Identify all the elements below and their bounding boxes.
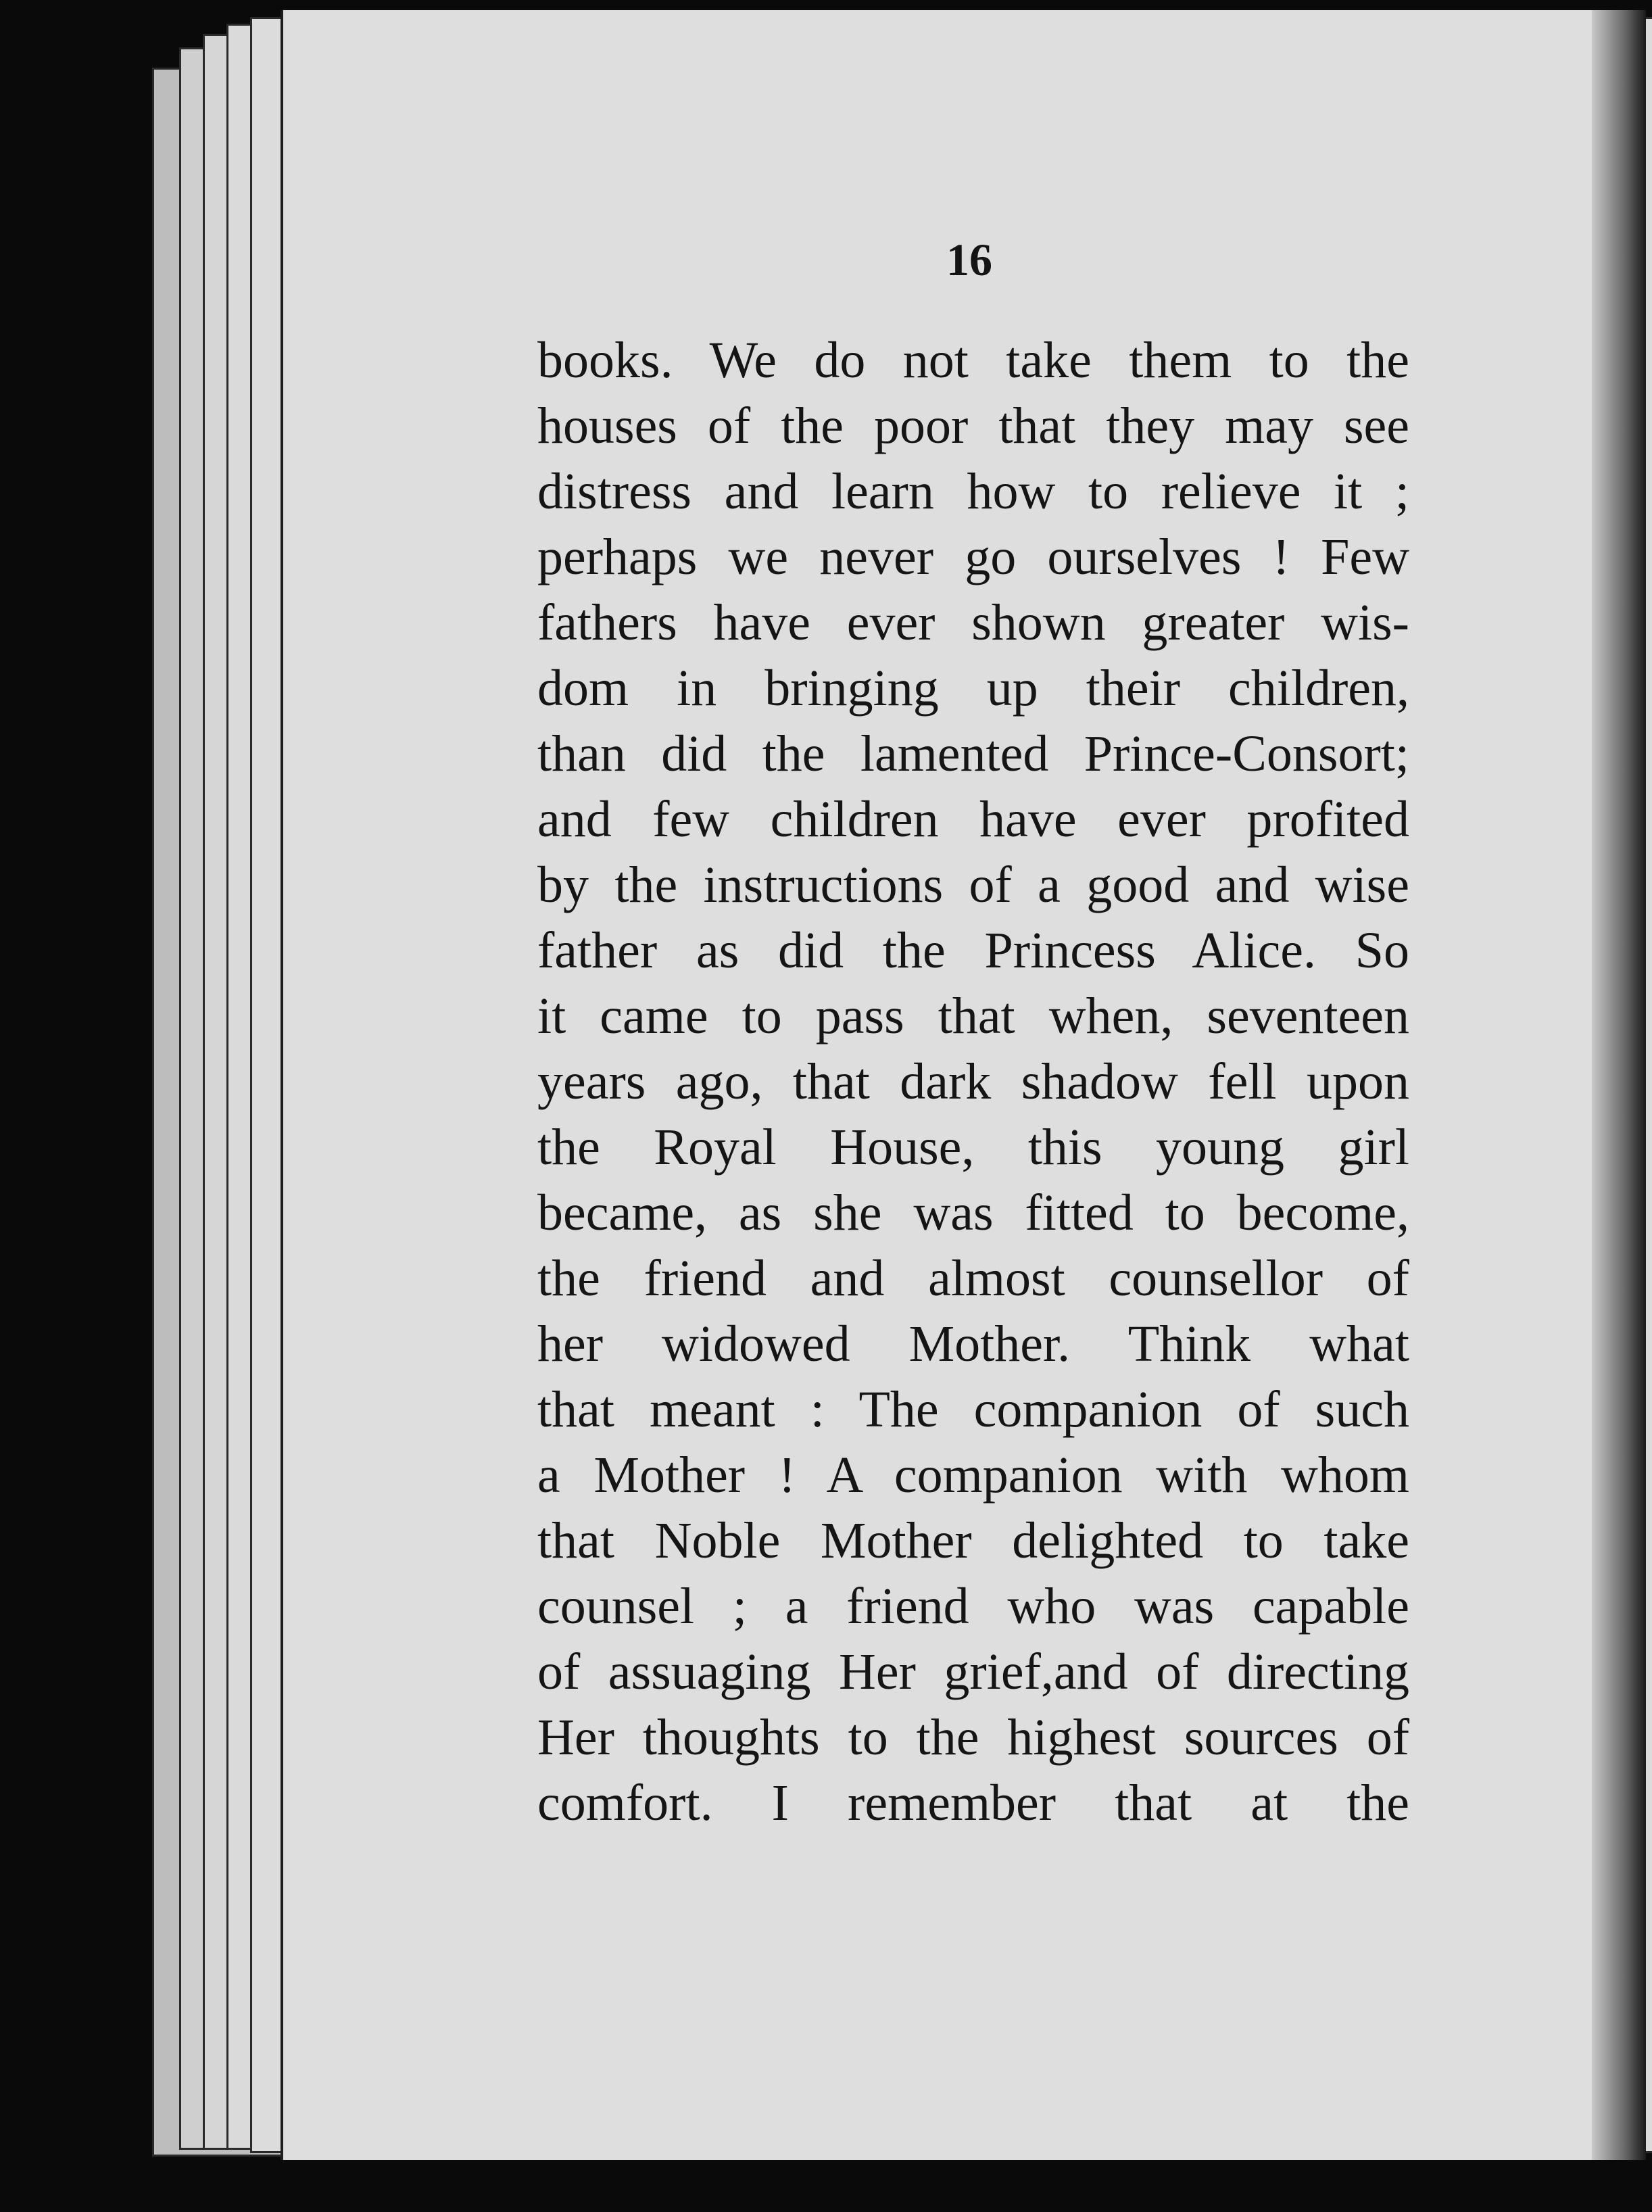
text-line: that meant : The companion of such: [537, 1381, 1409, 1438]
text-line: it came to pass that when, seventeen: [537, 988, 1409, 1044]
text-line: the Royal House, this young girl: [537, 1119, 1409, 1176]
text-line: perhaps we never go ourselves ! Few: [537, 529, 1409, 585]
text-line: of assuaging Her grief,and of directing: [537, 1643, 1409, 1700]
text-line: houses of the poor that they may see: [537, 398, 1409, 454]
text-line: father as did the Princess Alice. So: [537, 922, 1409, 979]
text-line: distress and learn how to relieve it ;: [537, 463, 1409, 520]
body-text: [537, 328, 1409, 1836]
text-line: her widowed Mother. Think what: [537, 1316, 1409, 1372]
text-line: years ago, that dark shadow fell upon: [537, 1053, 1409, 1110]
text-line: fathers have ever shown greater wis-: [537, 594, 1409, 651]
text-line: than did the lamented Prince-Consort;: [537, 725, 1409, 782]
text-line: a Mother ! A companion with whom: [537, 1447, 1409, 1504]
text-line: counsel ; a friend who was capable: [537, 1578, 1409, 1635]
text-line: that Noble Mother delighted to take: [537, 1512, 1409, 1569]
text-line: books. We do not take them to the: [537, 332, 1409, 389]
text-line: Her thoughts to the highest sources of: [537, 1709, 1409, 1766]
page-gutter-shadow: [1592, 10, 1646, 2160]
page-number: 16: [946, 234, 992, 285]
text-line: became, as she was fitted to become,: [537, 1184, 1409, 1241]
text-line: and few children have ever profited: [537, 791, 1409, 848]
text-line: by the instructions of a good and wise: [537, 857, 1409, 913]
text-line: dom in bringing up their children,: [537, 660, 1409, 717]
text-line: comfort. I remember that at the: [537, 1775, 1409, 1831]
text-line: the friend and almost counsellor of: [537, 1250, 1409, 1307]
